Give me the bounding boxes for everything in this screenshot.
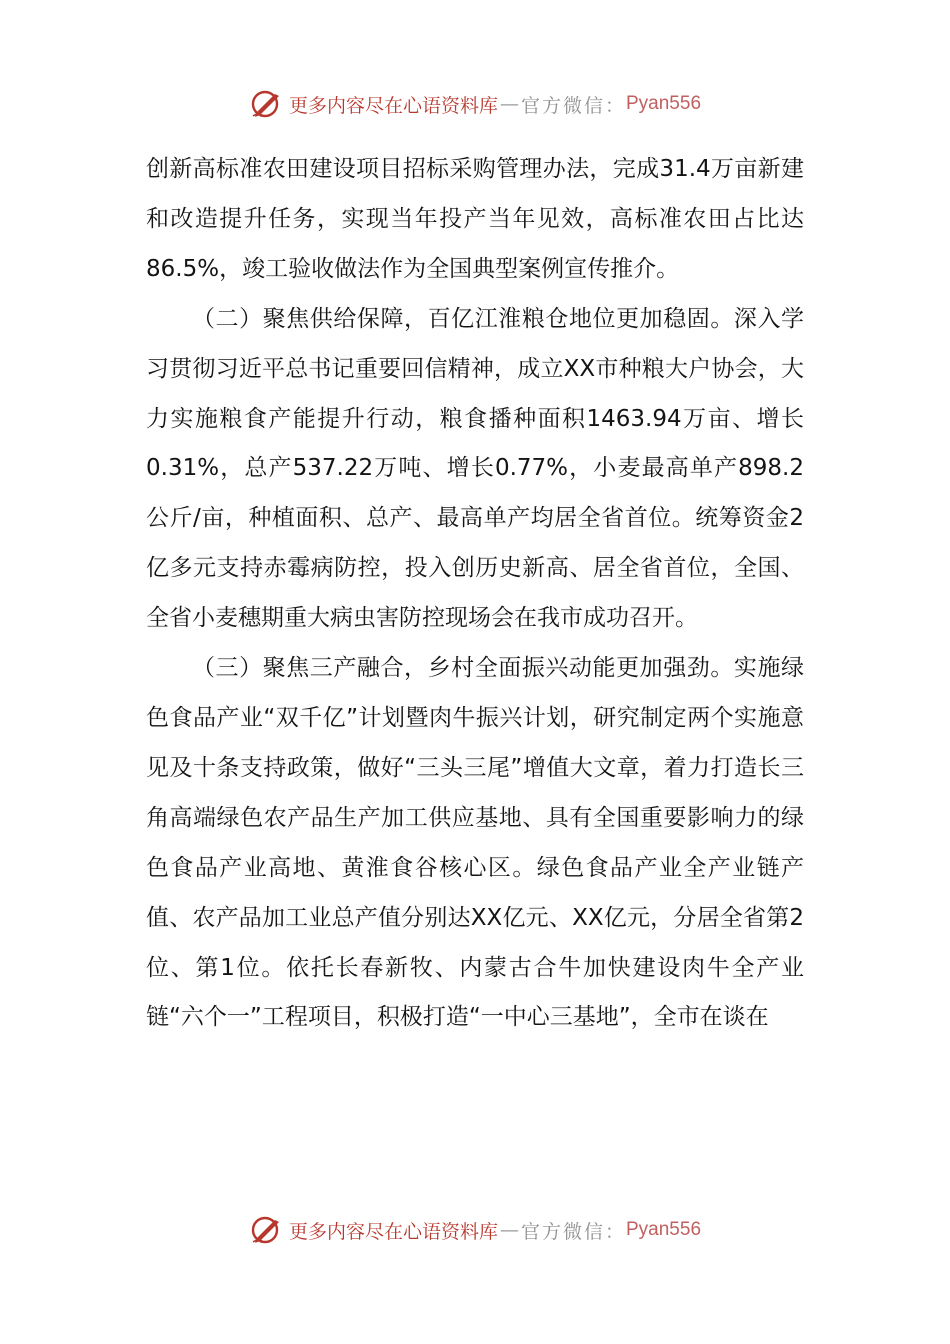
watermark-wechat-id: Pyan556 xyxy=(626,93,702,114)
header-watermark xyxy=(0,84,950,124)
paragraph-2: （二）聚焦供给保障，百亿江淮粮仓地位更加稳固。深入学习贯彻习近平总书记重要回信精神，成立XX市种粮大户协会，大力实施粮食产能提升行动，粮食播种面积1463.94万亩、增长0.31%，总产537.22万吨、增长0.77%，小麦最高单产898.2公斤/亩，种植面积、总产、最高单产均居全省首位。统筹资金2亿多元支持赤霉病防控，投入创历史新高、居全省首位，全国、全省小麦穗期重大病虫害防控现场会在我市成功召开。 xyxy=(146,305,804,632)
paragraph-1: 创新高标准农田建设项目招标采购管理办法，完成31.4万亩新建和改造提升任务，实现当年投产当年见效，高标准农田占比达86.5%，竣工验收做法作为全国典型案例宣传推介。 xyxy=(146,156,804,282)
watermark-dash: — xyxy=(499,93,519,115)
watermark-wechat-id: Pyan556 xyxy=(626,1219,702,1240)
watermark-label: 官方微信： xyxy=(520,94,626,117)
footer-watermark xyxy=(0,1210,950,1250)
pen-logo-icon xyxy=(249,86,285,122)
pen-logo-icon xyxy=(249,1212,285,1248)
watermark-brand: 更多内容尽在心语资料库 xyxy=(288,1220,498,1243)
watermark-label: 官方微信： xyxy=(520,1220,626,1243)
watermark-dash: — xyxy=(499,1219,519,1241)
document-body xyxy=(146,145,804,1043)
paragraph-3: （三）聚焦三产融合，乡村全面振兴动能更加强劲。实施绿色食品产业“双千亿”计划暨肉牛振兴计划，研究制定两个实施意见及十条支持政策，做好“三头三尾”增值大文章，着力打造长三角高端绿色农产品生产加工供应基地、具有全国重要影响力的绿色食品产业高地、黄淮食谷核心区。绿色食品产业全产业链产值、农产品加工业总产值分别达XX亿元、XX亿元，分居全省第2位、第1位。依托长春新牧、内蒙古合牛加快建设肉牛全产业链“六个一”工程项目，积极打造“一中心三基地”，全市在谈在 xyxy=(146,655,804,1031)
watermark-brand: 更多内容尽在心语资料库 xyxy=(288,94,498,117)
